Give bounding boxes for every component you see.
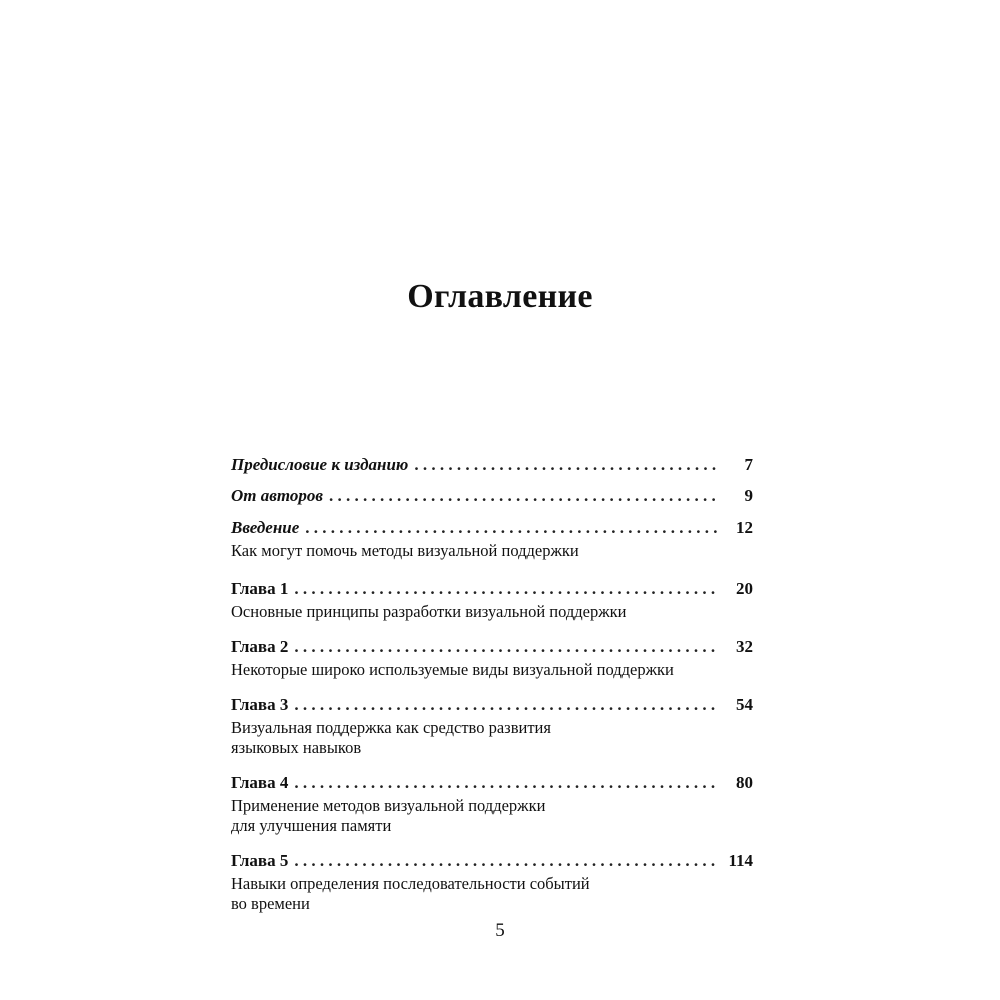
toc-entry-subtitle: Визуальная поддержка как средство развития языковых навыков xyxy=(231,718,551,757)
dot-leader xyxy=(414,452,719,478)
toc-entry-chapter-3 xyxy=(231,692,753,758)
toc-entry-subtitle: Применение методов визуальной поддержки для улучшения памяти xyxy=(231,796,546,835)
toc-entry-page: 9 xyxy=(744,486,753,505)
toc-entry-title: От авторов xyxy=(231,486,323,505)
toc-entry-chapter-2 xyxy=(231,634,753,680)
dot-leader xyxy=(329,483,719,509)
page-title: Оглавление xyxy=(407,278,593,315)
toc-entry-title: Глава 1 xyxy=(231,579,289,598)
toc-entry-subtitle: Навыки определения последовательности событий во времени xyxy=(231,874,590,913)
dot-leader xyxy=(294,692,719,718)
toc-entry-title: Глава 4 xyxy=(231,773,289,792)
toc-entry-subtitle: Как могут помочь методы визуальной поддержки xyxy=(231,541,579,560)
toc-entry-chapter-4 xyxy=(231,770,753,836)
dot-leader xyxy=(294,634,719,660)
toc-entry-introduction xyxy=(231,515,753,561)
toc-entry-subtitle: Некоторые широко используемые виды визуальной поддержки xyxy=(231,660,674,679)
toc-entry-title: Глава 3 xyxy=(231,695,289,714)
toc-entry-chapter-1 xyxy=(231,576,753,622)
dot-leader xyxy=(294,770,719,796)
dot-leader xyxy=(294,576,719,602)
toc-entry-page: 54 xyxy=(736,695,753,714)
dot-leader xyxy=(294,848,719,874)
toc-entry-subtitle: Основные принципы разработки визуальной поддержки xyxy=(231,602,627,621)
toc-entry-page: 80 xyxy=(736,773,753,792)
table-of-contents xyxy=(231,452,753,914)
dot-leader xyxy=(305,515,719,541)
toc-entry-authors xyxy=(231,483,753,509)
toc-entry-title: Предисловие к изданию xyxy=(231,455,409,474)
page-number: 5 xyxy=(495,920,505,941)
toc-entry-page: 20 xyxy=(736,579,753,598)
toc-entry-title: Глава 5 xyxy=(231,851,289,870)
toc-entry-title: Введение xyxy=(231,518,300,537)
toc-entry-preface xyxy=(231,452,753,478)
toc-entry-chapter-5 xyxy=(231,848,753,914)
toc-entry-page: 114 xyxy=(728,851,753,870)
toc-entry-page: 12 xyxy=(736,518,753,537)
toc-entry-page: 7 xyxy=(744,455,753,474)
toc-entry-title: Глава 2 xyxy=(231,637,289,656)
toc-entry-page: 32 xyxy=(736,637,753,656)
